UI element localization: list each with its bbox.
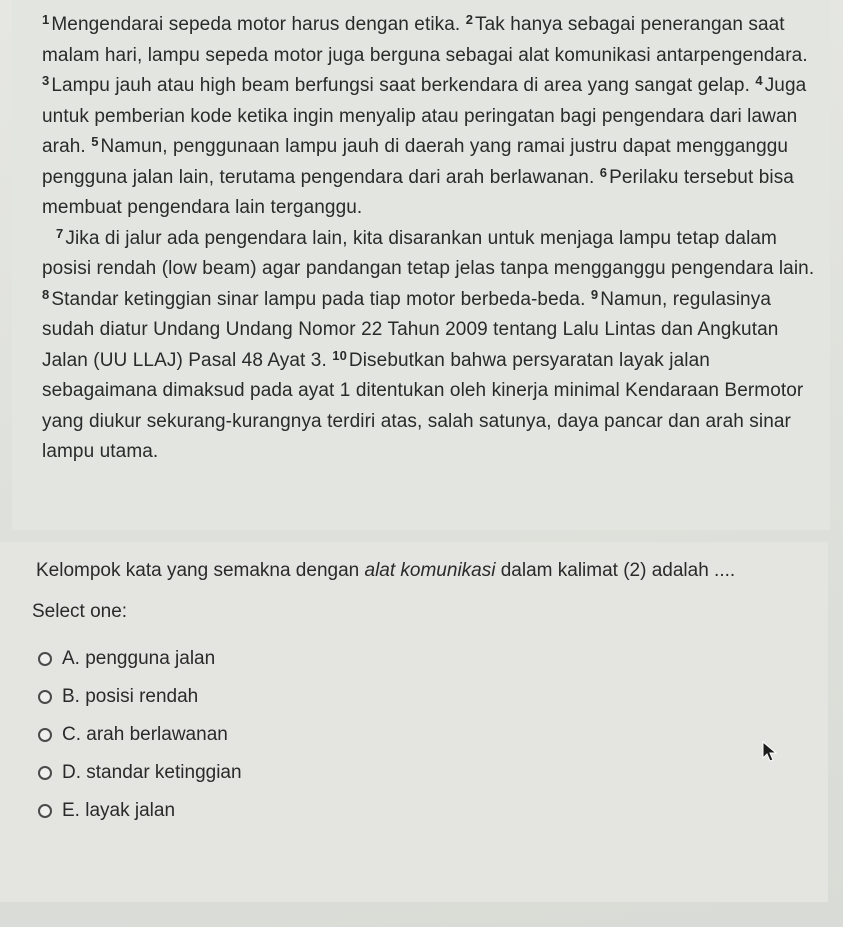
sentence-3: $^3$ Lampu jauh atau high beam berfungsi saat berkendara di area yang sangat gelap. xyxy=(42,73,750,96)
radio-e[interactable] xyxy=(38,804,52,818)
option-d-label: D. standar ketinggian xyxy=(62,762,242,783)
radio-d[interactable] xyxy=(38,766,52,780)
option-a-label: A. pengguna jalan xyxy=(62,648,216,669)
answer-options xyxy=(38,640,242,830)
sentence-9: $^9$ Namun, regulasinya sudah diatur Undang Undang Nomor 22 Tahun 2009 tentang Lalu Lintas dan Angkutan Jalan (UU LLAJ) Pasal 48 Ayat 3. xyxy=(42,286,779,371)
sentence-5: $^5$ Namun, penggunaan lampu jauh di daerah yang ramai justru dapat mengganggu pengguna jalan lain, terutama pengendara dari arah berlawanan. xyxy=(42,134,789,188)
question-text: Kelompok kata yang semakna dengan alat komunikasi dalam kalimat (2) adalah .... xyxy=(36,560,736,581)
question-panel xyxy=(0,542,828,902)
reading-passage xyxy=(12,0,830,530)
option-d[interactable] xyxy=(38,754,242,792)
sentence-8: $^8$ Standar ketinggian sinar lampu pada tiap motor berbeda-beda. xyxy=(42,286,586,310)
option-c[interactable] xyxy=(38,716,242,754)
sentence-2: $^2$ Tak hanya sebagai penerangan saat malam hari, lampu sepeda motor juga berguna sebagai alat komunikasi antarpengendara. xyxy=(42,12,808,66)
option-b[interactable] xyxy=(38,678,242,716)
sentence-10: $^{10}$ Disebutkan bahwa persyaratan layak jalan sebagaimana dimaksud pada ayat 1 ditentukan oleh kinerja minimal Kendaraan Bermotor yang diukur sekurang-kurangnya terdiri atas, salah satunya, daya pancar dan arah sinar lampu utama. xyxy=(42,347,804,462)
passage-paragraph-2 xyxy=(42,224,816,468)
option-a[interactable] xyxy=(38,640,242,678)
passage-paragraph-1 xyxy=(42,10,816,224)
radio-c[interactable] xyxy=(38,728,52,742)
select-one-label: Select one: xyxy=(32,601,128,622)
sentence-6: $^6$ Perilaku tersebut bisa membuat pengendara lain terganggu. xyxy=(42,164,794,218)
option-e-label: E. layak jalan xyxy=(62,800,176,821)
option-c-label: C. arah berlawanan xyxy=(62,724,228,745)
radio-a[interactable] xyxy=(38,652,52,666)
sentence-1: $^1$ Mengendarai sepeda motor harus dengan etika. xyxy=(42,12,461,35)
mouse-pointer-icon xyxy=(762,741,778,763)
sentence-7: $^7$ Jika di jalur ada pengendara lain, kita disarankan untuk menjaga lampu tetap dalam posisi rendah (low beam) agar pandangan tetap jelas tanpa mengganggu pengendara lain. xyxy=(42,225,815,279)
option-e[interactable] xyxy=(38,792,242,830)
option-b-label: B. posisi rendah xyxy=(62,686,199,707)
sentence-4: $^4$ Juga untuk pemberian kode ketika ingin menyalip atau peringatan bagi pengendara dari lawan arah. xyxy=(42,73,807,157)
radio-b[interactable] xyxy=(38,690,52,704)
